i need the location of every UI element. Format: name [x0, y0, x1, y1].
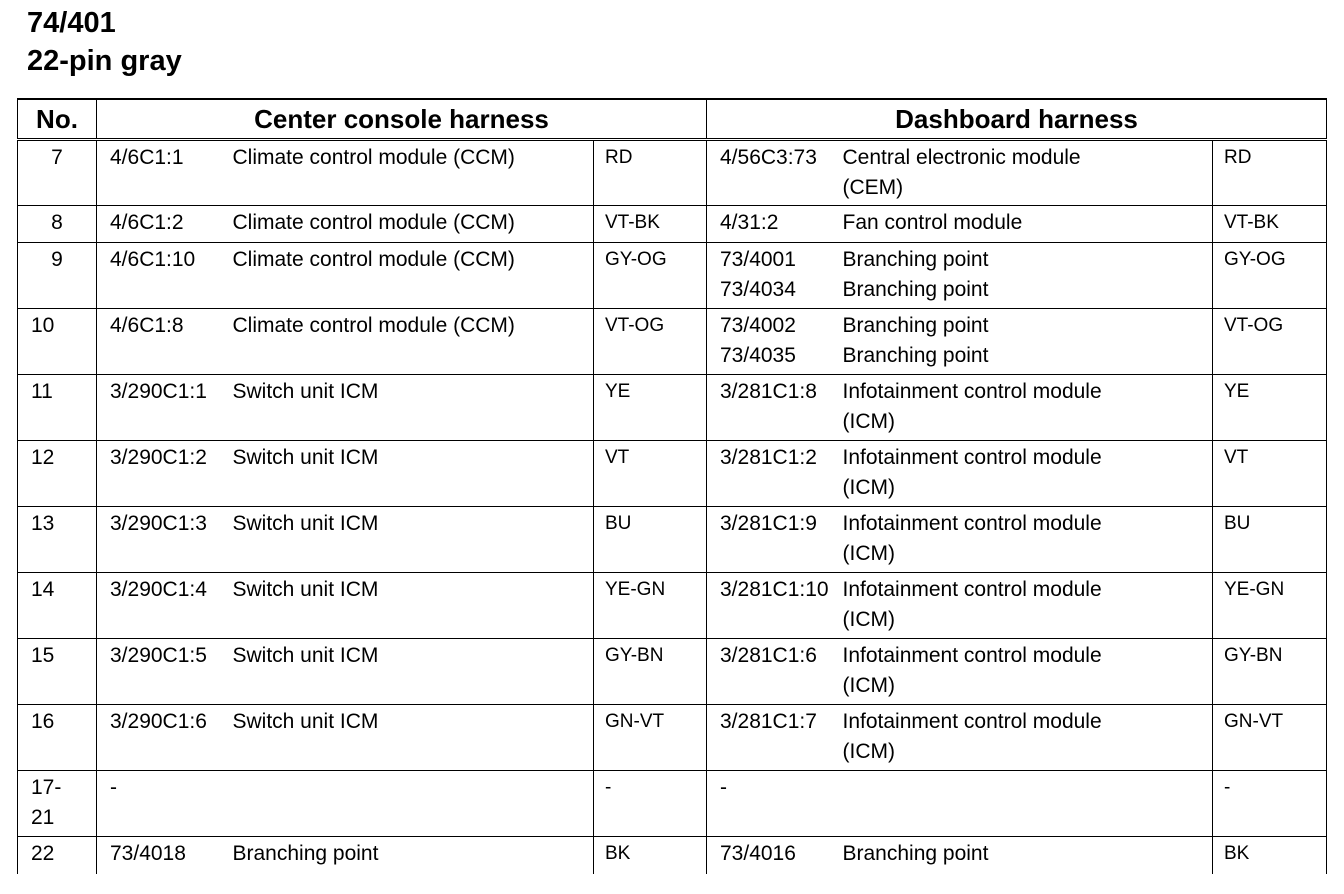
center-wire-color: RD	[594, 140, 707, 206]
dashboard-connector-code	[707, 140, 843, 206]
center-wire-color: VT-BK	[594, 206, 707, 243]
center-component: Switch unit ICM	[233, 441, 594, 507]
dashboard-connector-code	[707, 375, 843, 441]
dashboard-component	[843, 639, 1213, 705]
dashboard-wire-color: BK	[1213, 837, 1327, 874]
dashboard-desc-line: Branching point	[842, 278, 989, 301]
dashboard-desc-line: (ICM)	[842, 410, 895, 433]
center-connector-code: 4/6C1:8	[97, 309, 233, 375]
dashboard-wire-color: BU	[1213, 507, 1327, 573]
center-component: Switch unit ICM	[233, 375, 594, 441]
dashboard-desc-line: Branching point	[842, 344, 989, 367]
dashboard-desc-line: Branching point	[842, 842, 989, 865]
dashboard-connector-code	[707, 243, 843, 309]
dashboard-component	[843, 140, 1213, 206]
dashboard-wire-color: YE-GN	[1213, 573, 1327, 639]
dashboard-component	[843, 507, 1213, 573]
dashboard-desc-line: (ICM)	[842, 608, 895, 631]
dashboard-desc-line: Infotainment control module	[842, 446, 1102, 469]
pin-number: 22	[18, 837, 97, 874]
dashboard-desc-line: Branching point	[842, 248, 989, 271]
dashboard-connector-code	[707, 441, 843, 507]
pinout-rows	[18, 140, 1327, 874]
dashboard-code-line: 73/4035	[720, 344, 796, 367]
dashboard-connector-code	[707, 837, 843, 874]
center-component: Climate control module (CCM)	[233, 206, 594, 243]
dashboard-desc-line: Central electronic module	[842, 146, 1081, 169]
table-row	[18, 705, 1327, 771]
connector-description: 22-pin gray	[27, 45, 182, 77]
dashboard-code-line: 3/281C1:6	[720, 644, 817, 667]
dashboard-code-line: 4/56C3:73	[720, 146, 817, 169]
pin-number-line: 17-	[31, 776, 62, 799]
dashboard-component	[843, 243, 1213, 309]
dashboard-code-line: 73/4002	[720, 314, 796, 337]
center-wire-color: YE-GN	[594, 573, 707, 639]
center-wire-color: YE	[594, 375, 707, 441]
dashboard-connector-code	[707, 639, 843, 705]
center-component: Branching point	[233, 837, 594, 874]
dashboard-wire-color: GN-VT	[1213, 705, 1327, 771]
dashboard-connector-code	[707, 206, 843, 243]
center-connector-code: -	[97, 771, 233, 837]
table-row	[18, 639, 1327, 705]
center-component	[233, 771, 594, 837]
dashboard-code-line: 3/281C1:9	[720, 512, 817, 535]
table-row	[18, 375, 1327, 441]
table-row	[18, 243, 1327, 309]
dashboard-connector-code	[707, 309, 843, 375]
center-component: Switch unit ICM	[233, 639, 594, 705]
dashboard-desc-line: Infotainment control module	[842, 644, 1102, 667]
dashboard-desc-line: Infotainment control module	[842, 512, 1102, 535]
dashboard-desc-line: (ICM)	[842, 542, 895, 565]
center-connector-code: 3/290C1:5	[97, 639, 233, 705]
header-center-console: Center console harness	[97, 99, 707, 140]
dashboard-wire-color: GY-BN	[1213, 639, 1327, 705]
pin-number: 8	[18, 206, 97, 243]
center-connector-code: 3/290C1:6	[97, 705, 233, 771]
center-wire-color: GY-OG	[594, 243, 707, 309]
connector-id: 74/401	[27, 7, 116, 39]
center-connector-code: 73/4018	[97, 837, 233, 874]
center-component: Climate control module (CCM)	[233, 309, 594, 375]
dashboard-component	[843, 573, 1213, 639]
dashboard-code-line: -	[720, 776, 727, 799]
dashboard-code-line: 73/4001	[720, 248, 796, 271]
table-row	[18, 140, 1327, 206]
dashboard-desc-line: (ICM)	[842, 674, 895, 697]
dashboard-component	[843, 441, 1213, 507]
dashboard-code-line: 3/281C1:7	[720, 710, 817, 733]
dashboard-connector-code	[707, 771, 843, 837]
center-connector-code: 3/290C1:1	[97, 375, 233, 441]
center-wire-color: -	[594, 771, 707, 837]
dashboard-wire-color: RD	[1213, 140, 1327, 206]
dashboard-wire-color: VT	[1213, 441, 1327, 507]
pin-number: 16	[18, 705, 97, 771]
dashboard-wire-color: YE	[1213, 375, 1327, 441]
header-row	[18, 99, 1327, 140]
center-connector-code: 4/6C1:1	[97, 140, 233, 206]
pin-number: 14	[18, 573, 97, 639]
center-wire-color: GN-VT	[594, 705, 707, 771]
center-component: Climate control module (CCM)	[233, 140, 594, 206]
dashboard-component	[843, 309, 1213, 375]
dashboard-desc-line: Infotainment control module	[842, 578, 1102, 601]
center-component: Switch unit ICM	[233, 705, 594, 771]
dashboard-desc-line: Branching point	[842, 314, 989, 337]
dashboard-connector-code	[707, 507, 843, 573]
pin-number: 15	[18, 639, 97, 705]
dashboard-desc-line: Infotainment control module	[842, 710, 1102, 733]
table-row	[18, 441, 1327, 507]
table-row	[18, 771, 1327, 837]
dashboard-wire-color: -	[1213, 771, 1327, 837]
pin-number: 12	[18, 441, 97, 507]
pin-number: 9	[18, 243, 97, 309]
table-row	[18, 507, 1327, 573]
dashboard-connector-code	[707, 705, 843, 771]
pinout-table	[17, 98, 1327, 874]
dashboard-component	[843, 771, 1213, 837]
center-connector-code: 3/290C1:2	[97, 441, 233, 507]
dashboard-wire-color: VT-OG	[1213, 309, 1327, 375]
center-wire-color: VT-OG	[594, 309, 707, 375]
dashboard-connector-code	[707, 573, 843, 639]
dashboard-code-line: 3/281C1:2	[720, 446, 817, 469]
table-row	[18, 837, 1327, 874]
table-row	[18, 206, 1327, 243]
dashboard-desc-line: Infotainment control module	[842, 380, 1102, 403]
center-connector-code: 4/6C1:2	[97, 206, 233, 243]
pin-number: 7	[18, 140, 97, 206]
header-no: No.	[18, 99, 97, 140]
center-connector-code: 3/290C1:3	[97, 507, 233, 573]
dashboard-component	[843, 837, 1213, 874]
dashboard-component	[843, 206, 1213, 243]
dashboard-code-line: 73/4034	[720, 278, 796, 301]
dashboard-wire-color: GY-OG	[1213, 243, 1327, 309]
header-dashboard: Dashboard harness	[707, 99, 1327, 140]
center-wire-color: BU	[594, 507, 707, 573]
pin-number: 13	[18, 507, 97, 573]
pin-number: 10	[18, 309, 97, 375]
dashboard-code-line: 73/4016	[720, 842, 796, 865]
dashboard-desc-line: (ICM)	[842, 476, 895, 499]
pin-number-line: 21	[31, 806, 55, 829]
table-row	[18, 309, 1327, 375]
center-component: Switch unit ICM	[233, 507, 594, 573]
table-row	[18, 573, 1327, 639]
dashboard-wire-color: VT-BK	[1213, 206, 1327, 243]
center-connector-code: 3/290C1:4	[97, 573, 233, 639]
dashboard-desc-line: Fan control module	[842, 211, 1023, 234]
center-component: Switch unit ICM	[233, 573, 594, 639]
dashboard-code-line: 3/281C1:10	[720, 578, 829, 601]
dashboard-component	[843, 375, 1213, 441]
dashboard-component	[843, 705, 1213, 771]
center-wire-color: BK	[594, 837, 707, 874]
center-component: Climate control module (CCM)	[233, 243, 594, 309]
center-wire-color: VT	[594, 441, 707, 507]
pin-number: 11	[18, 375, 97, 441]
dashboard-code-line: 4/31:2	[720, 211, 779, 234]
dashboard-desc-line: (ICM)	[842, 740, 895, 763]
dashboard-desc-line: (CEM)	[842, 176, 904, 199]
center-wire-color: GY-BN	[594, 639, 707, 705]
dashboard-code-line: 3/281C1:8	[720, 380, 817, 403]
center-connector-code: 4/6C1:10	[97, 243, 233, 309]
pin-number	[18, 771, 97, 837]
